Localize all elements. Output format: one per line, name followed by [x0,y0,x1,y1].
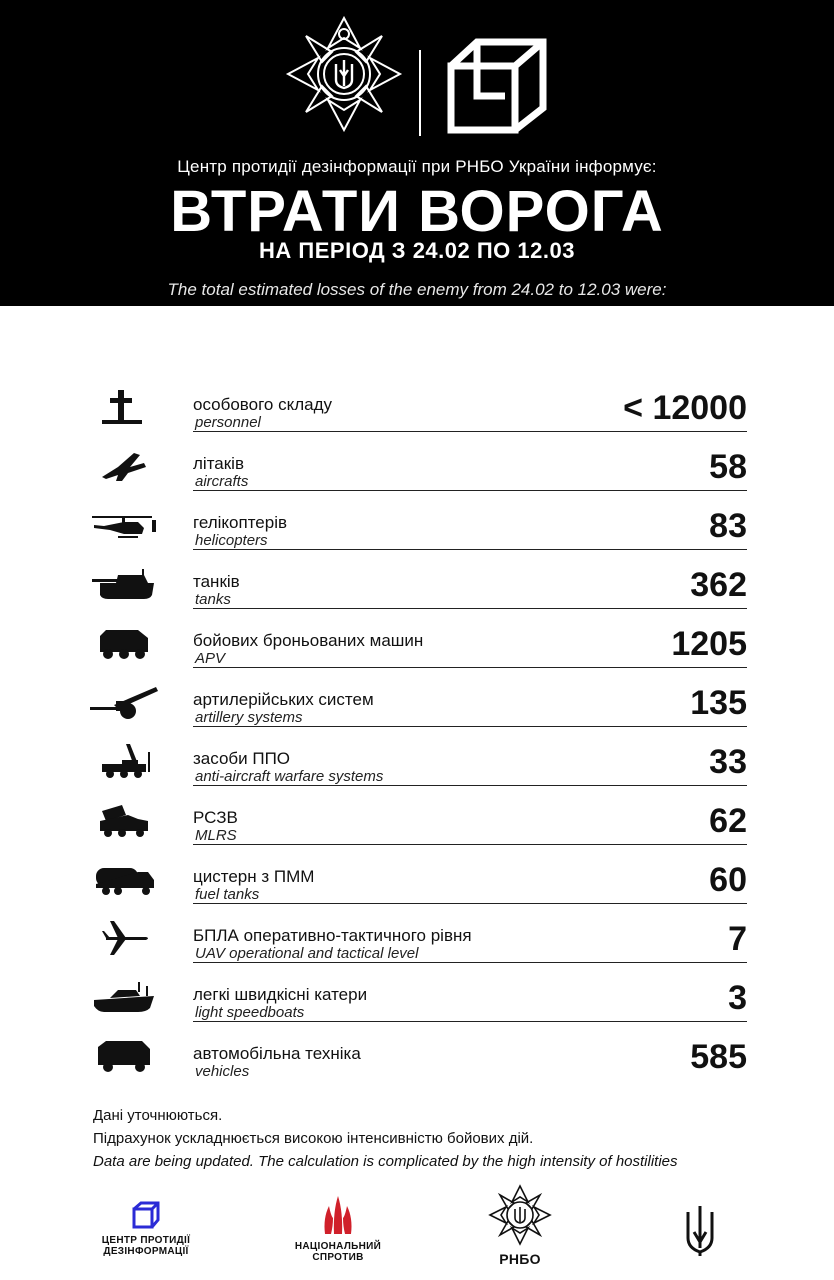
list-item [0,850,834,909]
footer-logos [0,1180,834,1270]
list-item [0,909,834,968]
item-label-ua: засоби ППО [193,749,291,768]
item-label-en: helicopters [195,532,268,549]
list-item [0,378,834,437]
header-logos [0,14,834,134]
row-divider [193,726,747,727]
row-divider [193,431,747,432]
item-label-ua: артилерійських систем [193,690,374,709]
grave-cross-icon [88,388,160,426]
note-line-2: Підрахунок ускладнюється високою інтенсивністю бойових дій. [93,1130,534,1147]
item-label-ua: гелікоптерів [193,513,288,532]
air-defense-icon [88,742,160,780]
apc-icon [88,624,160,662]
note-line-1: Дані уточнюються. [93,1107,223,1124]
item-label-ua: бойових броньованих машин [193,631,424,650]
item-label-en: UAV operational and tactical level [195,945,419,962]
row-divider [193,903,747,904]
item-value: 83 [709,507,747,545]
item-value: 585 [690,1038,747,1076]
item-label-en: APV [195,650,226,667]
row-divider [193,608,747,609]
row-divider [193,1021,747,1022]
item-value: 62 [709,802,747,840]
national-resistance-logo [290,1194,386,1263]
item-value: 60 [709,861,747,899]
list-item [0,614,834,673]
row-divider [193,490,747,491]
trident-icon [682,1202,718,1258]
list-item [0,791,834,850]
row-divider [193,785,747,786]
fighter-jet-icon [88,447,160,485]
item-value: 58 [709,448,747,486]
item-value: 135 [690,684,747,722]
rnbo-logo-text: РНБО [499,1251,541,1267]
list-item [0,673,834,732]
item-value: 362 [690,566,747,604]
item-label-ua: автомобільна техніка [193,1044,361,1063]
item-label-en: artillery systems [195,709,303,726]
item-label-en: vehicles [195,1063,250,1080]
logo-divider [419,50,421,136]
item-label-ua: особового складу [193,395,333,414]
item-value: 7 [728,920,747,958]
list-item [0,968,834,1027]
fuel-tanker-icon [88,860,160,898]
header-intro-en: The total estimated losses of the enemy from 24.02 to 12.03 were: [167,280,667,299]
item-label-ua: цистерн з ПММ [193,867,315,886]
speedboat-icon [88,978,160,1016]
mlrs-icon [88,801,160,839]
row-divider [193,844,747,845]
item-value: < 12000 [623,389,747,427]
tank-icon [88,565,160,603]
cpd-logo-line2: ДЕЗІНФОРМАЦІЇ [103,1246,189,1257]
list-item [0,555,834,614]
item-label-ua: легкі швидкісні катери [193,985,368,1004]
list-item [0,1027,834,1086]
list-item [0,496,834,555]
cpd-logo [98,1200,194,1257]
item-label-ua: РСЗВ [193,808,238,827]
item-label-ua: БПЛА оперативно-тактичного рівня [193,926,472,945]
item-label-en: personnel [195,414,261,431]
footnotes [93,1104,678,1173]
flame-icon [321,1194,355,1236]
drone-icon [88,919,160,957]
item-label-en: fuel tanks [195,886,260,903]
ns-logo-line2: СПРОТИВ [312,1252,364,1263]
note-line-en: Data are being updated. The calculation is complicated by the high intensity of hostilities [93,1153,678,1170]
cpd-cube-icon [131,1200,161,1230]
item-label-en: MLRS [195,827,237,844]
item-value: 33 [709,743,747,781]
period-subtitle: НА ПЕРІОД З 24.02 ПО 12.03 [259,238,575,263]
row-divider [193,549,747,550]
item-label-en: tanks [195,591,231,608]
item-value: 1205 [671,625,747,663]
item-label-ua: літаків [193,454,244,473]
truck-icon [88,1037,160,1075]
row-divider [193,667,747,668]
ns-logo-line1: НАЦІОНАЛЬНИЙ [294,1241,382,1252]
page-title: ВТРАТИ ВОРОГА [170,179,664,244]
rnbo-emblem-icon [284,14,404,134]
artillery-icon [88,683,160,721]
rnbo-emblem-small-icon [488,1184,552,1246]
header-intro: Центр протидії дезінформації при РНБО України інформує: [177,157,657,176]
item-label-en: aircrafts [195,473,249,490]
cpd-logo-line1: ЦЕНТР ПРОТИДІЇ [101,1235,191,1246]
item-label-ua: танків [193,572,240,591]
impossible-cube-icon [445,36,549,140]
rnbo-logo [485,1184,555,1267]
header-banner [0,0,834,306]
item-label-en: light speedboats [195,1004,305,1021]
helicopter-icon [88,506,160,544]
row-divider [193,962,747,963]
list-item [0,732,834,791]
item-label-en: anti-aircraft warfare systems [195,768,384,785]
list-item [0,437,834,496]
item-value: 3 [728,979,747,1017]
